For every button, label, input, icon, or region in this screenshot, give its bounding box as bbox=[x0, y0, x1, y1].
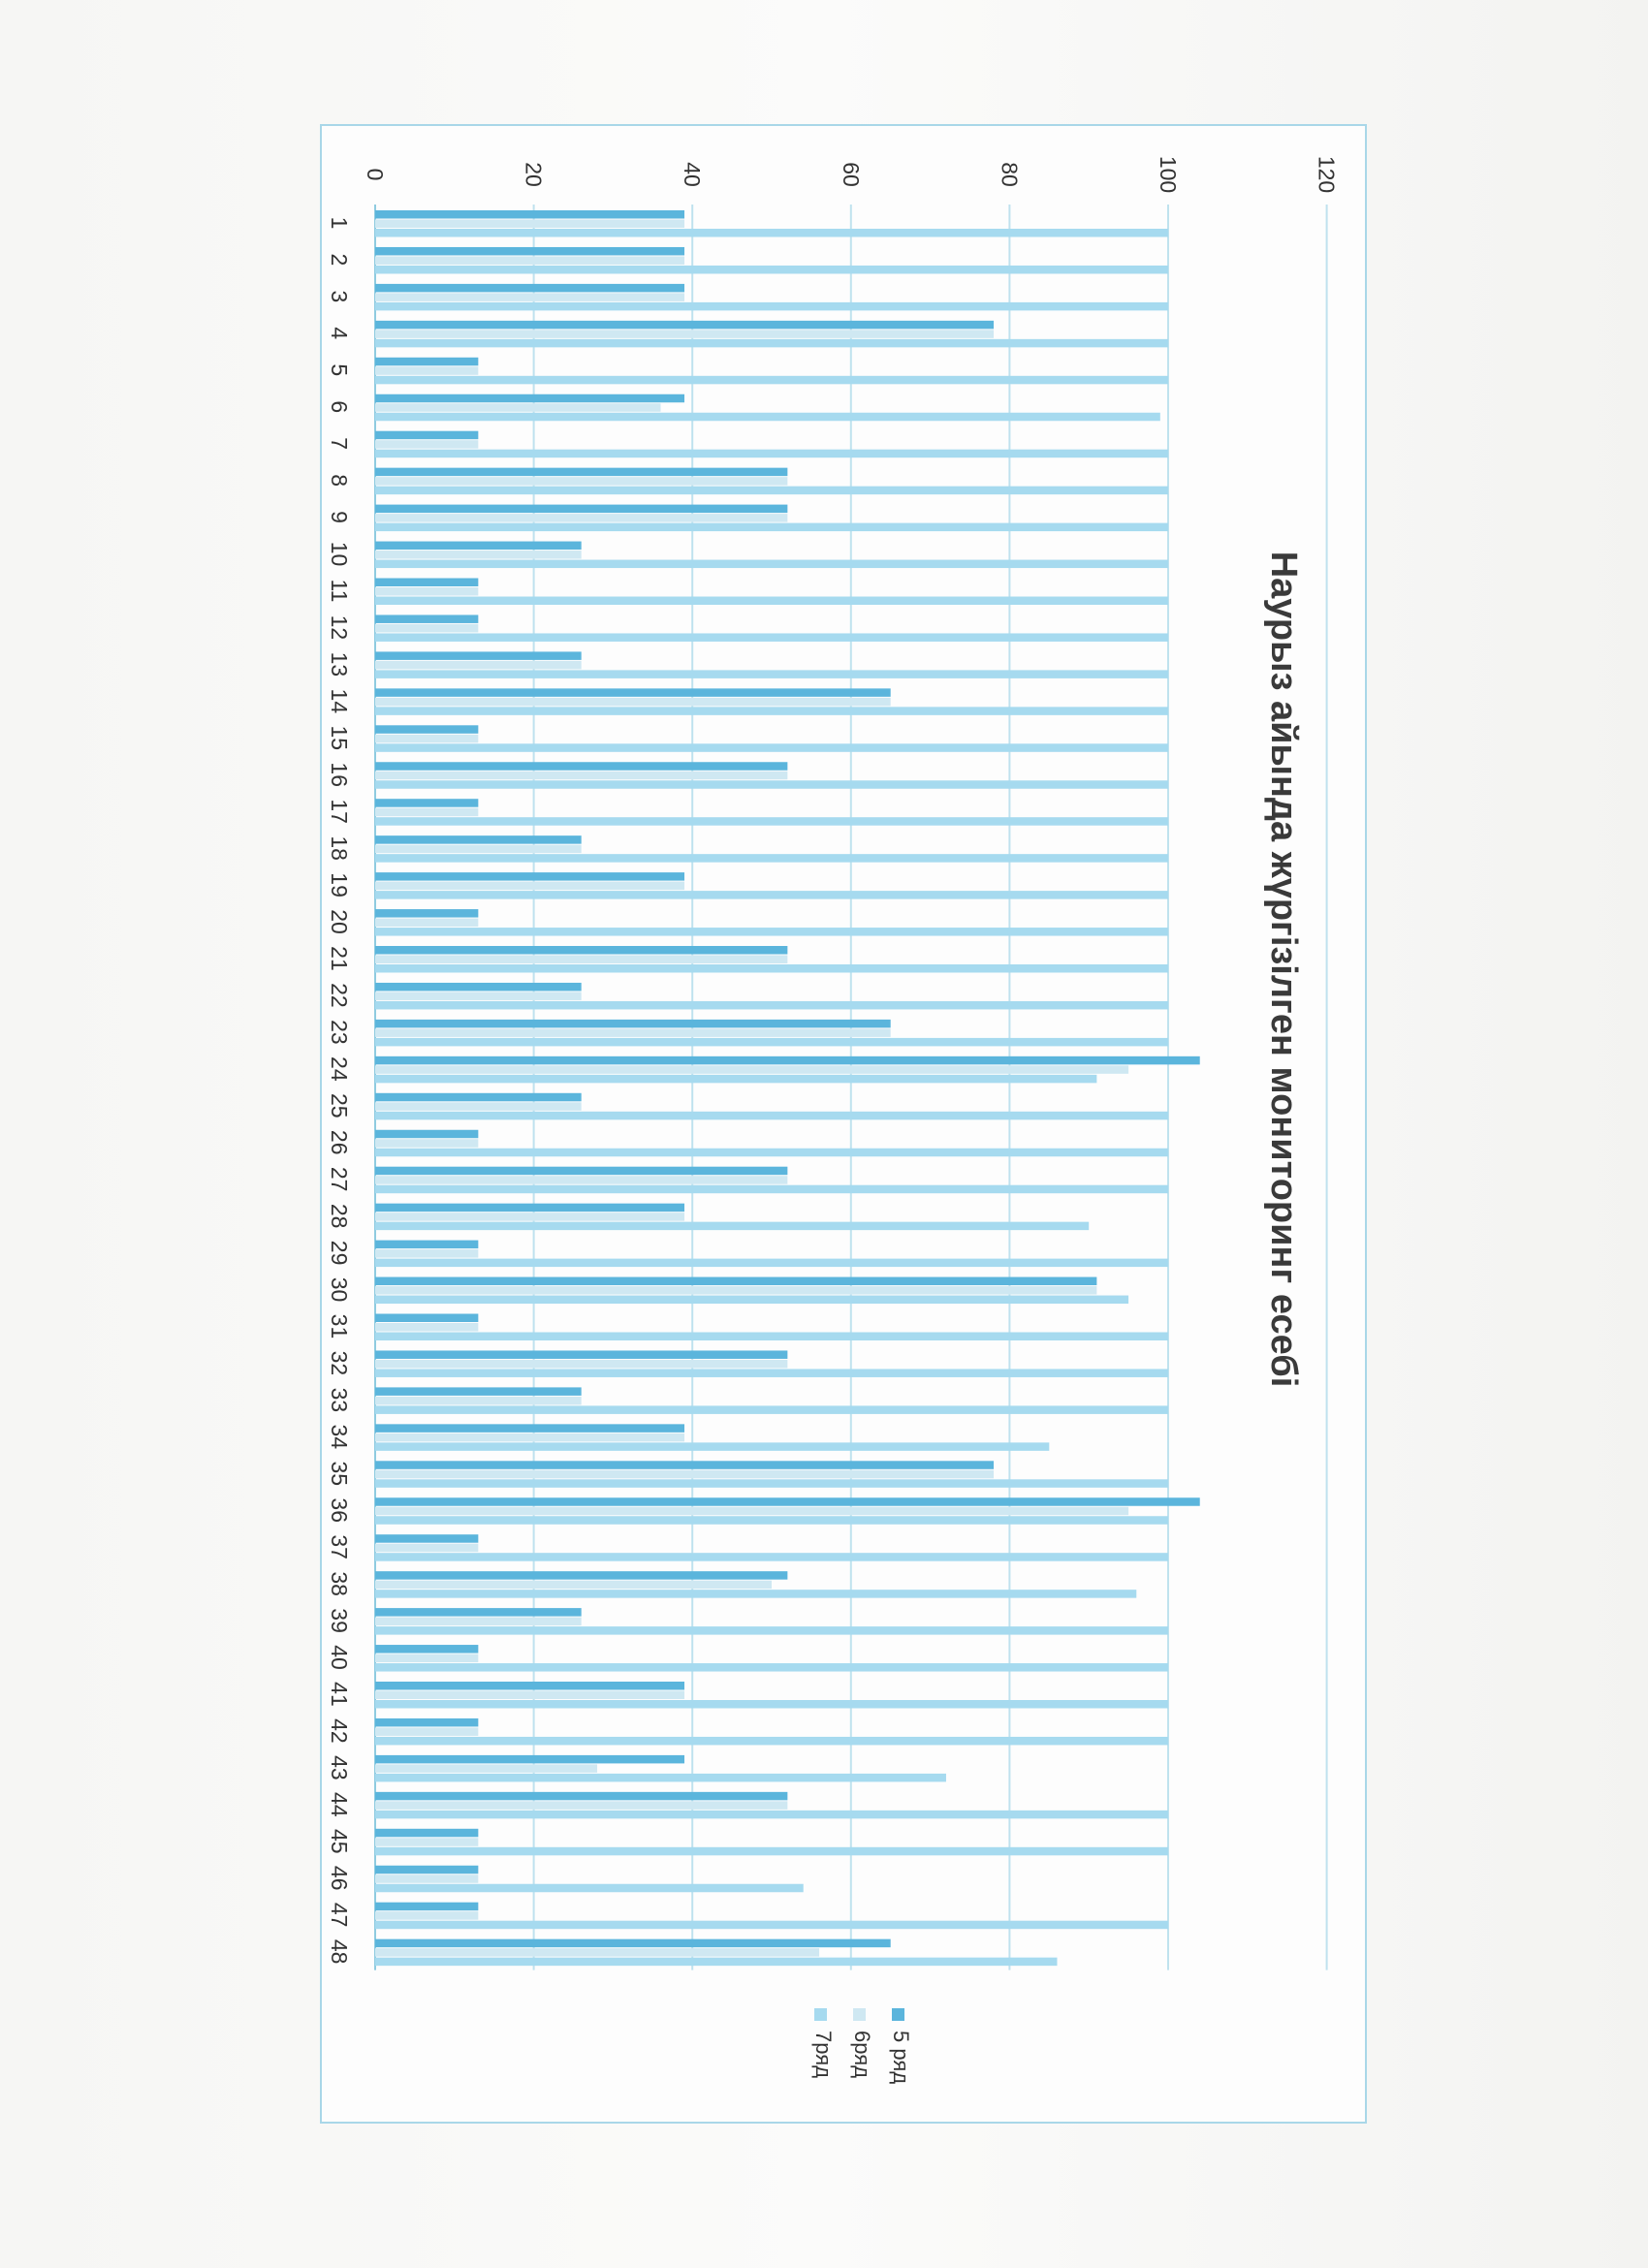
bar bbox=[375, 1130, 478, 1139]
bar bbox=[375, 992, 582, 999]
bar bbox=[375, 1075, 1096, 1084]
bar bbox=[375, 1663, 1168, 1672]
category-tick-label: 27 bbox=[327, 1166, 352, 1192]
category-tick-label: 39 bbox=[327, 1608, 352, 1633]
bar bbox=[375, 523, 1168, 532]
bar bbox=[375, 1507, 1128, 1516]
category-tick-label: 15 bbox=[327, 725, 352, 751]
bar bbox=[375, 505, 787, 514]
bar bbox=[375, 358, 478, 366]
category-tick-label: 32 bbox=[327, 1350, 352, 1376]
bar bbox=[375, 1764, 597, 1773]
bar bbox=[375, 1626, 1168, 1635]
category-tick-label: 9 bbox=[327, 511, 352, 523]
bar bbox=[375, 1727, 478, 1736]
bar bbox=[375, 1020, 891, 1028]
bar bbox=[375, 256, 684, 265]
bar bbox=[375, 817, 1168, 826]
title-group bbox=[1263, 551, 1304, 1388]
bar bbox=[375, 1213, 684, 1221]
bar bbox=[375, 1323, 478, 1332]
category-tick-label: 45 bbox=[327, 1828, 352, 1854]
bar bbox=[375, 1544, 478, 1553]
bar bbox=[375, 1176, 787, 1184]
bar bbox=[375, 1222, 1089, 1231]
category-tick-label: 13 bbox=[327, 651, 352, 677]
bar bbox=[375, 266, 1168, 274]
bar bbox=[375, 1497, 1200, 1506]
bar bbox=[375, 1737, 1168, 1746]
bar bbox=[375, 743, 1168, 752]
bar bbox=[375, 1553, 1168, 1561]
legend-swatch bbox=[814, 2008, 827, 2021]
bar bbox=[375, 1065, 1128, 1074]
bar bbox=[375, 321, 994, 330]
category-tick-label: 4 bbox=[327, 327, 352, 340]
bar bbox=[375, 1387, 582, 1396]
value-tick-label: 20 bbox=[521, 162, 547, 187]
bar bbox=[375, 614, 478, 623]
bar bbox=[375, 1911, 478, 1920]
bar bbox=[375, 1369, 1168, 1377]
bar bbox=[375, 1682, 684, 1690]
category-tick-label: 36 bbox=[327, 1497, 352, 1524]
bar bbox=[375, 1581, 772, 1590]
bar bbox=[375, 1718, 478, 1727]
category-tick-label: 20 bbox=[327, 909, 352, 934]
legend-label: 7ряд bbox=[811, 2031, 836, 2078]
bar bbox=[375, 450, 1168, 458]
bar bbox=[375, 587, 478, 596]
bar bbox=[375, 1755, 684, 1764]
bar bbox=[375, 1829, 478, 1838]
bar bbox=[375, 688, 891, 697]
legend-swatch bbox=[892, 2008, 904, 2021]
bar bbox=[375, 542, 582, 551]
bar bbox=[375, 1811, 1168, 1819]
category-tick-label: 1 bbox=[327, 216, 352, 230]
bar bbox=[375, 1433, 684, 1442]
bar bbox=[375, 514, 787, 522]
category-tick-label: 38 bbox=[327, 1571, 352, 1596]
chart-frame bbox=[321, 125, 1366, 2123]
bar bbox=[375, 302, 1168, 311]
bar bbox=[375, 1461, 994, 1469]
bar bbox=[375, 1296, 1128, 1305]
category-tick-label: 48 bbox=[327, 1938, 352, 1965]
category-tick-label: 40 bbox=[327, 1645, 352, 1670]
bar bbox=[375, 735, 478, 743]
bar bbox=[375, 1654, 478, 1663]
bar bbox=[375, 1286, 1096, 1295]
bar bbox=[375, 376, 1168, 385]
category-tick-label: 7 bbox=[327, 437, 352, 451]
bar bbox=[375, 1874, 478, 1883]
bar bbox=[375, 799, 478, 807]
bar bbox=[375, 1470, 994, 1479]
category-tick-label: 46 bbox=[327, 1865, 352, 1891]
bar bbox=[375, 468, 787, 477]
bar bbox=[375, 579, 478, 587]
value-tick-label: 120 bbox=[1314, 155, 1340, 194]
legend-swatch bbox=[853, 2008, 866, 2021]
bar bbox=[375, 1333, 1168, 1341]
bar bbox=[375, 339, 1168, 348]
bar bbox=[375, 1405, 1168, 1414]
bar bbox=[375, 882, 684, 891]
bar bbox=[375, 956, 787, 964]
bar bbox=[375, 661, 582, 670]
bar bbox=[375, 210, 684, 219]
bar bbox=[375, 1139, 478, 1148]
category-tick-label: 37 bbox=[327, 1534, 352, 1559]
bar bbox=[375, 1948, 819, 1957]
value-tick-label: 0 bbox=[363, 168, 388, 181]
bar bbox=[375, 1884, 804, 1893]
bar bbox=[375, 1774, 946, 1782]
bar bbox=[375, 330, 994, 338]
category-tick-label: 24 bbox=[327, 1056, 352, 1082]
legend-label: 5 ряд bbox=[889, 2031, 913, 2085]
bar bbox=[375, 1442, 1049, 1451]
bar bbox=[375, 431, 478, 440]
bar bbox=[375, 1259, 1168, 1268]
bar bbox=[375, 1149, 1168, 1157]
category-tick-label: 23 bbox=[327, 1020, 352, 1045]
bar bbox=[375, 1939, 891, 1948]
category-tick-label: 29 bbox=[327, 1240, 352, 1266]
category-tick-label: 34 bbox=[327, 1424, 352, 1450]
category-tick-label: 33 bbox=[327, 1387, 352, 1413]
category-tick-label: 16 bbox=[327, 762, 352, 788]
bar bbox=[375, 1516, 1168, 1525]
bar bbox=[375, 1479, 1168, 1488]
bar bbox=[375, 1792, 787, 1801]
bar bbox=[375, 891, 1168, 899]
bar bbox=[375, 670, 1168, 678]
bar bbox=[375, 1534, 478, 1543]
bar bbox=[375, 1001, 1168, 1010]
category-tick-label: 43 bbox=[327, 1755, 352, 1780]
bar bbox=[375, 1249, 478, 1258]
bar bbox=[375, 919, 478, 928]
bar bbox=[375, 477, 787, 486]
bar bbox=[375, 1590, 1136, 1598]
bar bbox=[375, 440, 478, 449]
category-tick-label: 10 bbox=[327, 541, 352, 567]
category-tick-label: 14 bbox=[327, 688, 352, 714]
bar bbox=[375, 1185, 1168, 1194]
bar bbox=[375, 1038, 1168, 1047]
legend bbox=[811, 2008, 913, 2084]
value-tick-label: 100 bbox=[1156, 155, 1181, 194]
bar bbox=[375, 698, 891, 707]
bar bbox=[375, 1618, 582, 1626]
category-tick-label: 30 bbox=[327, 1276, 352, 1303]
bar bbox=[375, 633, 1168, 642]
bar bbox=[375, 1167, 787, 1176]
bar bbox=[375, 366, 478, 375]
bar bbox=[375, 909, 478, 918]
bar bbox=[375, 1397, 582, 1405]
category-tick-label: 47 bbox=[327, 1902, 352, 1928]
category-tick-label: 22 bbox=[327, 983, 352, 1008]
category-tick-label: 28 bbox=[327, 1203, 352, 1229]
bar bbox=[375, 964, 1168, 973]
category-tick-label: 11 bbox=[327, 579, 352, 603]
bar bbox=[375, 229, 1168, 237]
category-tick-label: 19 bbox=[327, 872, 352, 898]
category-tick-label: 12 bbox=[327, 614, 352, 641]
bar bbox=[375, 772, 787, 780]
category-tick-label: 21 bbox=[327, 946, 352, 971]
category-tick-label: 41 bbox=[327, 1682, 352, 1707]
bar bbox=[375, 1056, 1200, 1065]
bar bbox=[375, 835, 582, 844]
bar bbox=[375, 1028, 891, 1037]
bar bbox=[375, 247, 684, 256]
bar bbox=[375, 284, 684, 293]
category-tick-label: 6 bbox=[327, 400, 352, 414]
bar bbox=[375, 707, 1168, 715]
bar bbox=[375, 808, 478, 817]
bar bbox=[375, 762, 787, 771]
bar bbox=[375, 854, 1168, 863]
bar bbox=[375, 1700, 1168, 1709]
bar bbox=[375, 1277, 1096, 1286]
bar bbox=[375, 1102, 582, 1111]
category-tick-label: 25 bbox=[327, 1092, 352, 1118]
category-tick-label: 35 bbox=[327, 1461, 352, 1487]
value-tick-label: 60 bbox=[838, 162, 864, 187]
bar bbox=[375, 1903, 478, 1911]
bar bbox=[375, 551, 582, 559]
category-tick-label: 42 bbox=[327, 1718, 352, 1744]
bar bbox=[375, 1093, 582, 1102]
value-tick-label: 40 bbox=[680, 162, 706, 187]
bar bbox=[375, 1847, 1168, 1856]
bar bbox=[375, 1691, 684, 1700]
bar bbox=[375, 487, 1168, 495]
bar bbox=[375, 1866, 478, 1874]
bar bbox=[375, 1571, 787, 1580]
category-tick-label: 44 bbox=[327, 1792, 352, 1817]
bar bbox=[375, 293, 684, 301]
bar bbox=[375, 1314, 478, 1323]
bar bbox=[375, 725, 478, 734]
bar bbox=[375, 1204, 684, 1213]
category-tick-label: 26 bbox=[327, 1129, 352, 1155]
bar bbox=[375, 1608, 582, 1617]
category-tick-label: 8 bbox=[327, 474, 352, 488]
bar bbox=[375, 1350, 787, 1359]
bar bbox=[375, 597, 1168, 606]
bar bbox=[375, 1241, 478, 1249]
bar bbox=[375, 872, 684, 881]
bar bbox=[375, 1360, 787, 1369]
bar bbox=[375, 1645, 478, 1654]
legend-label: 6ряд bbox=[850, 2031, 874, 2078]
bar bbox=[375, 1838, 478, 1846]
bar bbox=[375, 983, 582, 992]
bar bbox=[375, 624, 478, 633]
bar bbox=[375, 780, 1168, 789]
category-tick-label: 17 bbox=[327, 799, 352, 824]
bar bbox=[375, 946, 787, 955]
bar bbox=[375, 651, 582, 660]
bar bbox=[375, 1112, 1168, 1120]
chart-title: Наурыз айында жүргізілген мониторинг есебі bbox=[1263, 551, 1304, 1388]
category-tick-label: 2 bbox=[327, 253, 352, 267]
category-tick-label: 18 bbox=[327, 835, 352, 861]
category-tick-label: 31 bbox=[327, 1313, 352, 1339]
category-tick-label: 3 bbox=[327, 290, 352, 303]
category-tick-label: 5 bbox=[327, 363, 352, 377]
bar bbox=[375, 1921, 1168, 1930]
bar bbox=[375, 1958, 1057, 1967]
bar bbox=[375, 1801, 787, 1810]
bar bbox=[375, 560, 1168, 569]
bar bbox=[375, 1424, 684, 1433]
bar bbox=[375, 928, 1168, 936]
bar bbox=[375, 403, 660, 412]
bar bbox=[375, 220, 684, 229]
bar bbox=[375, 394, 684, 403]
bar bbox=[375, 413, 1160, 422]
bar bbox=[375, 845, 582, 854]
value-tick-label: 80 bbox=[997, 162, 1023, 187]
